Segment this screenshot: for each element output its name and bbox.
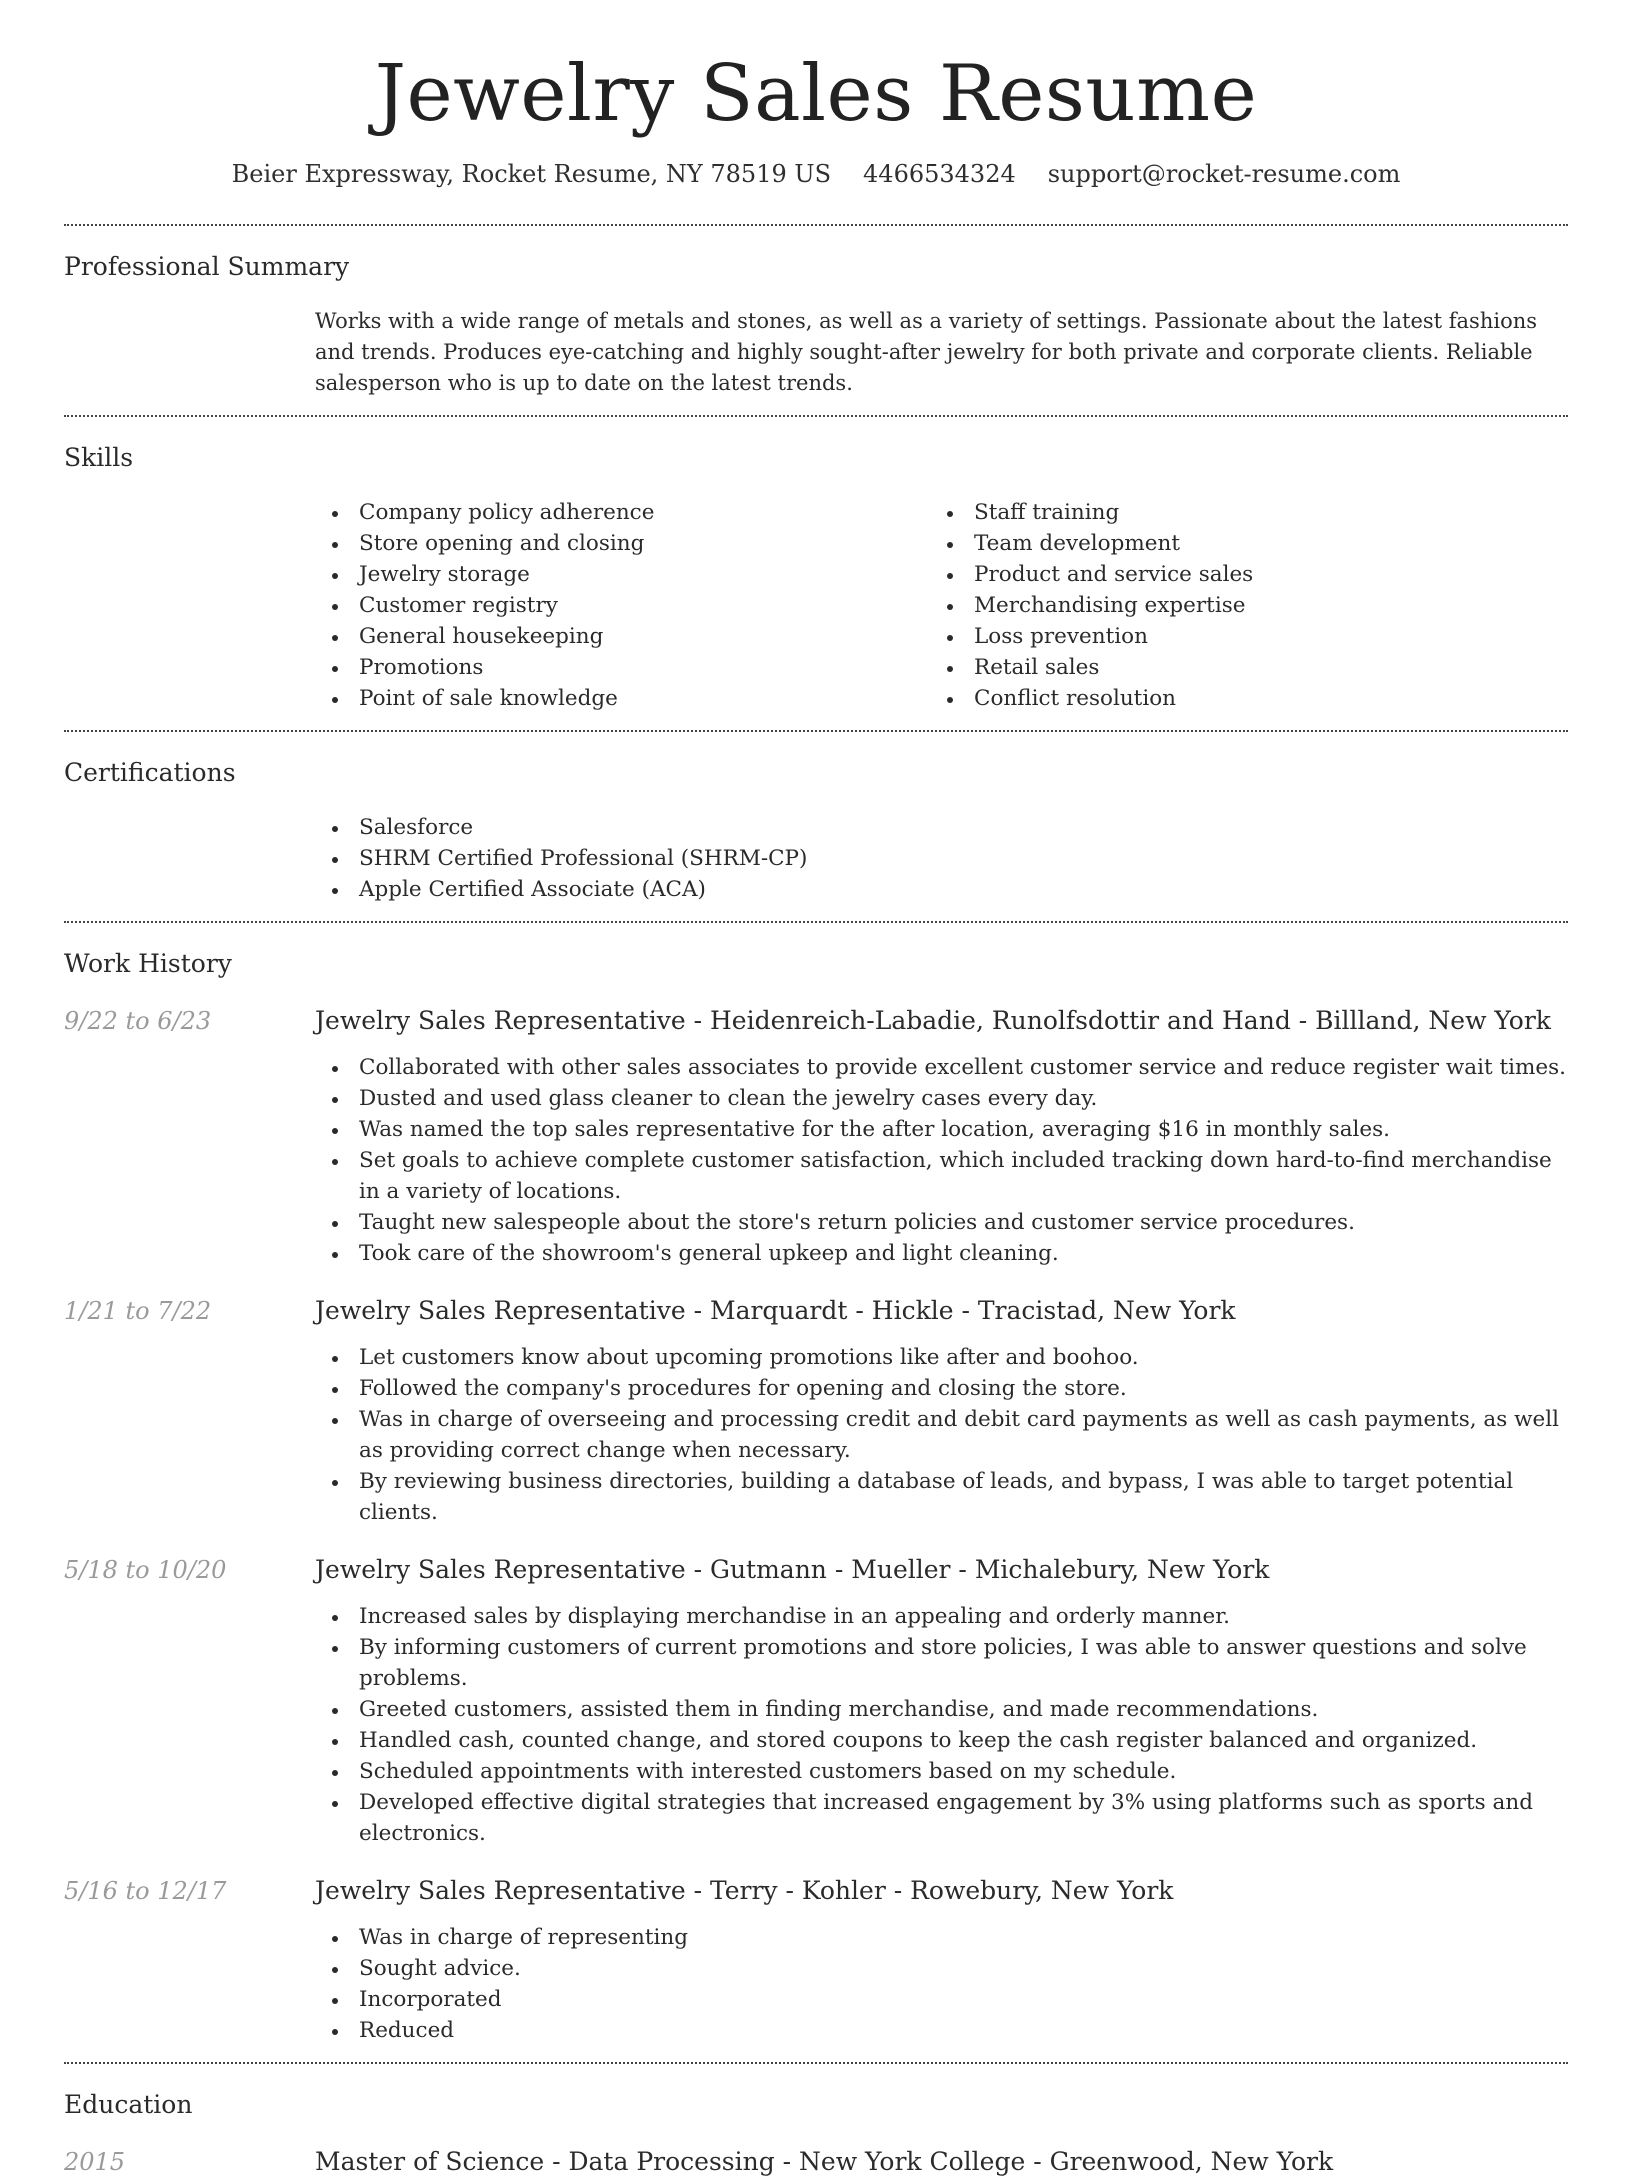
job-title: Jewelry Sales Representative - Gutmann - Mueller - Michalebury, New York bbox=[315, 1554, 1270, 1584]
job-entry bbox=[64, 1005, 1568, 1269]
contact-phone: 4466534324 bbox=[863, 159, 1016, 188]
skill-item: Retail sales bbox=[930, 652, 1545, 683]
section-title-work-history: Work History bbox=[64, 948, 232, 978]
job-bullet: Was named the top sales representative for the after location, averaging $16 in monthly sales. bbox=[315, 1114, 1568, 1145]
job-bullets bbox=[315, 1601, 1568, 1849]
job-bullets bbox=[315, 1922, 1568, 2046]
summary-section bbox=[64, 226, 1568, 415]
skill-item: General housekeeping bbox=[315, 621, 930, 652]
job-dates: 5/16 to 12/17 bbox=[64, 1876, 227, 1905]
resume-title: Jewelry Sales Resume bbox=[374, 49, 1258, 139]
education-entry bbox=[64, 2146, 1568, 2178]
job-bullet: Reduced bbox=[315, 2015, 1568, 2046]
certification-item: Apple Certified Associate (ACA) bbox=[315, 874, 1568, 905]
skills-columns bbox=[315, 497, 1568, 730]
certifications-list bbox=[315, 812, 1568, 905]
resume-page bbox=[64, 0, 1568, 2178]
skills-list-right bbox=[930, 497, 1545, 714]
job-bullet: Incorporated bbox=[315, 1984, 1568, 2015]
certification-item: Salesforce bbox=[315, 812, 1568, 843]
job-dates: 1/21 to 7/22 bbox=[64, 1296, 212, 1325]
job-bullet: Taught new salespeople about the store's return policies and customer service procedures. bbox=[315, 1207, 1568, 1238]
work-history-section bbox=[64, 923, 1568, 2062]
skill-item: Conflict resolution bbox=[930, 683, 1545, 714]
job-details bbox=[315, 1295, 1568, 1528]
job-bullet: Followed the company's procedures for opening and closing the store. bbox=[315, 1373, 1568, 1404]
job-bullet: Took care of the showroom's general upkeep and light cleaning. bbox=[315, 1238, 1568, 1269]
skill-item: Company policy adherence bbox=[315, 497, 930, 528]
job-bullet: Was in charge of overseeing and processing credit and debit card payments as well as cash payments, as well as providing correct change when necessary. bbox=[315, 1404, 1568, 1466]
summary-text: Works with a wide range of metals and stones, as well as a variety of settings. Passionate about the latest fashions and trends. Produces eye-catching and highly sought-after jewelry for both private and corporate clients. Reliable salesperson who is up to date on the latest trends. bbox=[315, 308, 1538, 395]
skill-item: Point of sale knowledge bbox=[315, 683, 930, 714]
job-bullet: Greeted customers, assisted them in finding merchandise, and made recommendations. bbox=[315, 1694, 1568, 1725]
job-bullet: Handled cash, counted change, and stored coupons to keep the cash register balanced and organized. bbox=[315, 1725, 1568, 1756]
education-year: 2015 bbox=[64, 2147, 126, 2176]
skill-item: Customer registry bbox=[315, 590, 930, 621]
job-entry bbox=[64, 1295, 1568, 1528]
job-details bbox=[315, 1554, 1568, 1849]
job-title: Jewelry Sales Representative - Heidenreich-Labadie, Runolfsdottir and Hand - Billland, New York bbox=[315, 1005, 1551, 1035]
job-bullets bbox=[315, 1052, 1568, 1269]
skill-item: Staff training bbox=[930, 497, 1545, 528]
job-bullet: By informing customers of current promotions and store policies, I was able to answer questions and solve problems. bbox=[315, 1632, 1568, 1694]
job-bullet: Sought advice. bbox=[315, 1953, 1568, 1984]
education-section bbox=[64, 2064, 1568, 2178]
contact-info bbox=[64, 160, 1568, 188]
job-bullet: Was in charge of representing bbox=[315, 1922, 1568, 1953]
skill-item: Loss prevention bbox=[930, 621, 1545, 652]
contact-email: support@rocket-resume.com bbox=[1047, 159, 1401, 188]
job-details bbox=[315, 1875, 1568, 2046]
job-bullet: Developed effective digital strategies that increased engagement by 3% using platforms such as sports and electronics. bbox=[315, 1787, 1568, 1849]
job-title: Jewelry Sales Representative - Terry - Kohler - Rowebury, New York bbox=[315, 1875, 1174, 1905]
section-title-education: Education bbox=[64, 2089, 193, 2119]
job-bullet: Collaborated with other sales associates to provide excellent customer service and reduce register wait times. bbox=[315, 1052, 1568, 1083]
skill-item: Jewelry storage bbox=[315, 559, 930, 590]
skill-item: Promotions bbox=[315, 652, 930, 683]
skills-list-left bbox=[315, 497, 930, 714]
job-bullet: Scheduled appointments with interested customers based on my schedule. bbox=[315, 1756, 1568, 1787]
job-dates: 5/18 to 10/20 bbox=[64, 1555, 227, 1584]
skill-item: Product and service sales bbox=[930, 559, 1545, 590]
certifications-body bbox=[315, 812, 1568, 921]
job-title: Jewelry Sales Representative - Marquardt - Hickle - Tracistad, New York bbox=[315, 1295, 1236, 1325]
skill-item: Store opening and closing bbox=[315, 528, 930, 559]
certification-item: SHRM Certified Professional (SHRM-CP) bbox=[315, 843, 1568, 874]
job-bullet: Set goals to achieve complete customer satisfaction, which included tracking down hard-to-find merchandise in a variety of locations. bbox=[315, 1145, 1568, 1207]
job-bullet: Let customers know about upcoming promotions like after and boohoo. bbox=[315, 1342, 1568, 1373]
job-entry bbox=[64, 1875, 1568, 2046]
job-bullet: Increased sales by displaying merchandise in an appealing and orderly manner. bbox=[315, 1601, 1568, 1632]
job-details bbox=[315, 1005, 1568, 1269]
job-dates: 9/22 to 6/23 bbox=[64, 1006, 212, 1035]
education-details bbox=[315, 2146, 1568, 2178]
skill-item: Team development bbox=[930, 528, 1545, 559]
skill-item: Merchandising expertise bbox=[930, 590, 1545, 621]
job-entry bbox=[64, 1554, 1568, 1849]
certifications-section bbox=[64, 732, 1568, 921]
section-title-certifications: Certifications bbox=[64, 757, 236, 787]
job-bullet: Dusted and used glass cleaner to clean the jewelry cases every day. bbox=[315, 1083, 1568, 1114]
education-degree: Master of Science - Data Processing - New York College - Greenwood, New York bbox=[315, 2146, 1334, 2176]
job-bullets bbox=[315, 1342, 1568, 1528]
section-title-skills: Skills bbox=[64, 442, 134, 472]
section-title-summary: Professional Summary bbox=[64, 251, 350, 281]
job-bullet: By reviewing business directories, building a database of leads, and bypass, I was able to target potential clients. bbox=[315, 1466, 1568, 1528]
skills-section bbox=[64, 417, 1568, 730]
contact-address: Beier Expressway, Rocket Resume, NY 78519 US bbox=[231, 159, 832, 188]
resume-header bbox=[64, 0, 1568, 188]
